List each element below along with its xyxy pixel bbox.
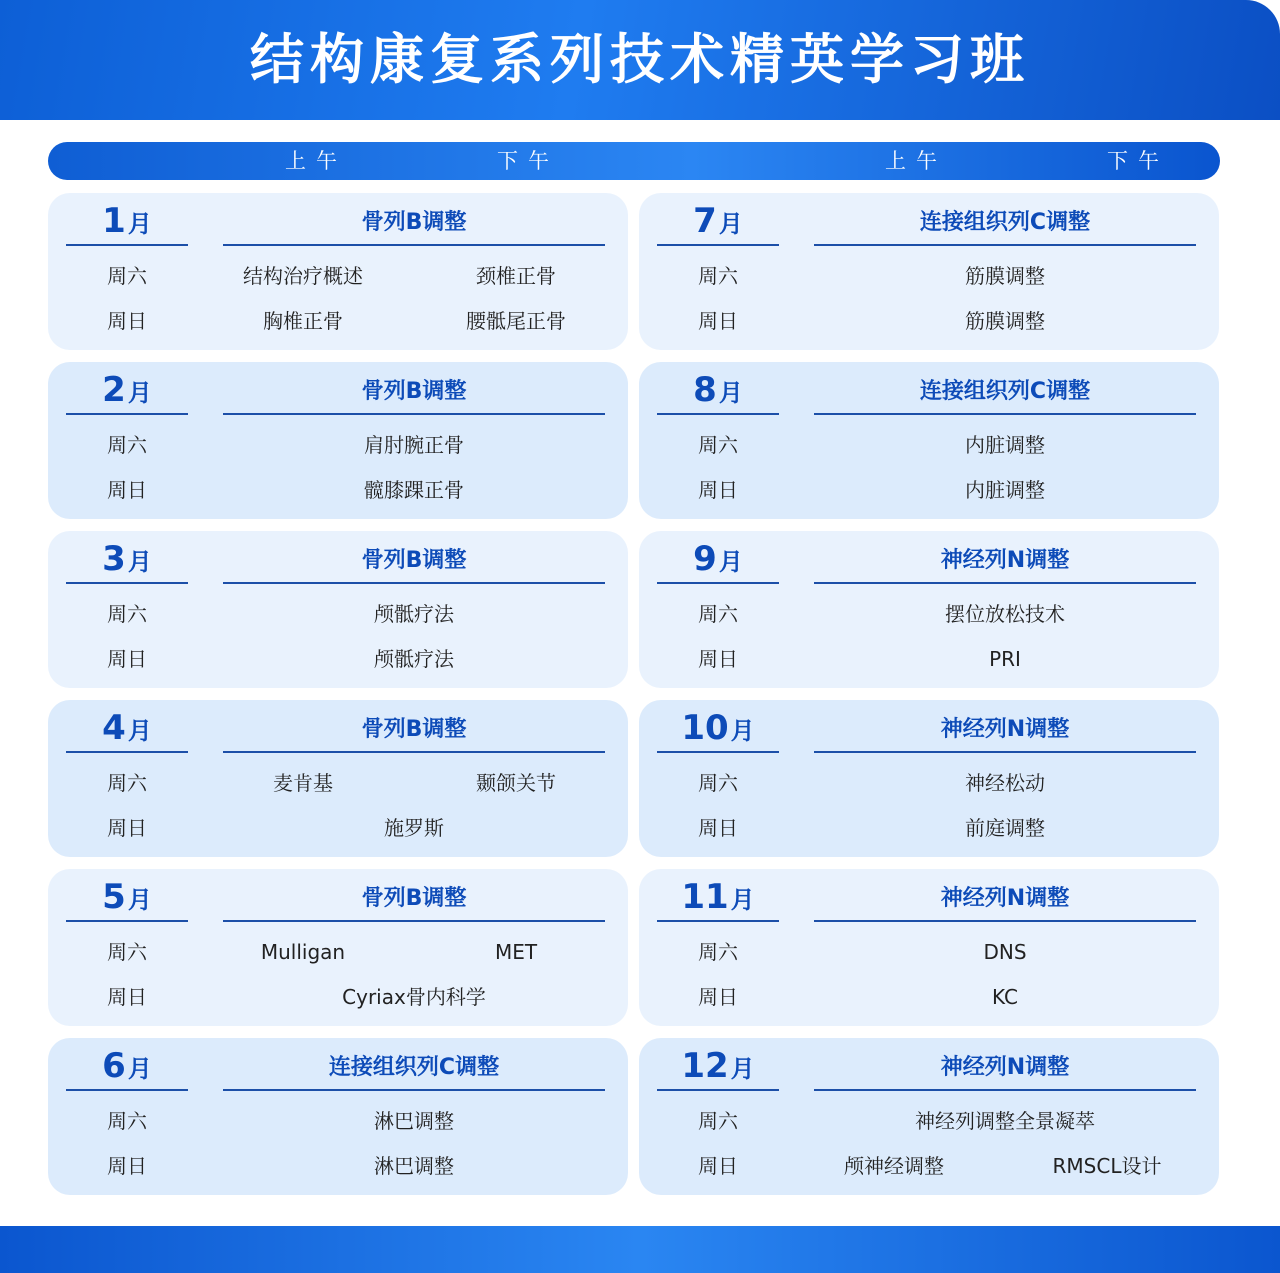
- month-underline: [657, 244, 779, 246]
- saturday-label: 周六: [698, 602, 738, 626]
- month-unit: 月: [127, 210, 152, 238]
- month-number: 10: [681, 708, 729, 748]
- sun-session: Cyriax骨内科学: [342, 985, 486, 1009]
- sun-session: 前庭调整: [965, 816, 1045, 840]
- course-title: 神经列N调整: [940, 886, 1070, 911]
- month-unit: 月: [718, 379, 743, 407]
- month-underline: [657, 751, 779, 753]
- right-pm-label: 下午: [1107, 149, 1169, 173]
- month-number: 2: [102, 370, 126, 410]
- sunday-label: 周日: [107, 1154, 147, 1178]
- saturday-label: 周六: [107, 264, 147, 288]
- month-unit: 月: [127, 1055, 152, 1083]
- course-underline: [814, 413, 1196, 415]
- sat-session: DNS: [983, 940, 1027, 964]
- sunday-label: 周日: [698, 1154, 738, 1178]
- month-card: [639, 1038, 1219, 1195]
- sat-session: 肩肘腕正骨: [364, 433, 464, 457]
- month-underline: [657, 1089, 779, 1091]
- course-underline: [814, 244, 1196, 246]
- page-title: 结构康复系列技术精英学习班: [250, 28, 1030, 91]
- course-title: 神经列N调整: [940, 1055, 1070, 1080]
- course-underline: [223, 582, 605, 584]
- sat-am-session: 麦肯基: [273, 771, 333, 795]
- course-underline: [223, 1089, 605, 1091]
- saturday-label: 周六: [698, 433, 738, 457]
- course-underline: [814, 751, 1196, 753]
- sat-pm-session: 颞颌关节: [476, 771, 556, 795]
- month-card: [639, 700, 1219, 857]
- sat-session: 内脏调整: [965, 433, 1045, 457]
- course-title: 骨列B调整: [361, 717, 467, 742]
- month-unit: 月: [718, 548, 743, 576]
- month-unit: 月: [730, 717, 755, 745]
- month-card: [639, 531, 1219, 688]
- sat-session: 淋巴调整: [374, 1109, 454, 1133]
- month-number: 8: [693, 370, 717, 410]
- course-title: 骨列B调整: [361, 886, 467, 911]
- course-underline: [223, 244, 605, 246]
- sat-am-session: 结构治疗概述: [243, 264, 363, 288]
- course-underline: [814, 1089, 1196, 1091]
- sat-session: 神经列调整全景凝萃: [915, 1109, 1095, 1133]
- month-unit: 月: [730, 1055, 755, 1083]
- month-label: [657, 199, 779, 249]
- sat-session: 神经松动: [965, 771, 1045, 795]
- saturday-label: 周六: [107, 433, 147, 457]
- month-label: [66, 199, 188, 249]
- month-number: 7: [693, 201, 717, 241]
- month-card: [639, 362, 1219, 519]
- course-title: 骨列B调整: [361, 379, 467, 404]
- month-card: [48, 869, 628, 1026]
- course-underline: [223, 920, 605, 922]
- month-label: [66, 875, 188, 925]
- month-underline: [657, 582, 779, 584]
- saturday-label: 周六: [698, 1109, 738, 1133]
- month-number: 4: [102, 708, 126, 748]
- course-underline: [814, 582, 1196, 584]
- sunday-label: 周日: [698, 816, 738, 840]
- month-unit: 月: [127, 886, 152, 914]
- course-underline: [223, 413, 605, 415]
- right-am-label: 上午: [885, 149, 947, 173]
- sun-pm-session: 腰骶尾正骨: [466, 309, 566, 333]
- month-unit: 月: [127, 717, 152, 745]
- sunday-label: 周日: [698, 647, 738, 671]
- sat-session: 摆位放松技术: [945, 602, 1065, 626]
- saturday-label: 周六: [698, 771, 738, 795]
- month-label: [66, 706, 188, 756]
- month-card: [48, 700, 628, 857]
- sun-session: 髋膝踝正骨: [364, 478, 464, 502]
- sun-session: 颅骶疗法: [374, 647, 454, 671]
- sat-am-session: Mulligan: [260, 940, 346, 964]
- course-title: 神经列N调整: [940, 548, 1070, 573]
- course-title: 骨列B调整: [361, 210, 467, 235]
- month-number: 6: [102, 1046, 126, 1086]
- month-label: [657, 875, 779, 925]
- left-am-label: 上午: [285, 149, 347, 173]
- sun-session: 施罗斯: [384, 816, 444, 840]
- header-banner: [0, 0, 1280, 120]
- month-card: [639, 193, 1219, 350]
- sun-am-session: 颅神经调整: [844, 1154, 944, 1178]
- month-label: [657, 706, 779, 756]
- month-unit: 月: [127, 379, 152, 407]
- sat-pm-session: 颈椎正骨: [476, 264, 556, 288]
- course-title: 连接组织列C调整: [919, 210, 1091, 235]
- sun-session: 筋膜调整: [965, 309, 1045, 333]
- month-number: 11: [681, 877, 729, 917]
- sunday-label: 周日: [107, 985, 147, 1009]
- sunday-label: 周日: [698, 478, 738, 502]
- am-pm-bar: [48, 142, 1220, 180]
- month-unit: 月: [718, 210, 743, 238]
- sun-pm-session: RMSCL设计: [1052, 1154, 1162, 1178]
- month-unit: 月: [127, 548, 152, 576]
- sat-pm-session: MET: [494, 940, 538, 964]
- month-card: [639, 869, 1219, 1026]
- course-title: 连接组织列C调整: [328, 1055, 500, 1080]
- month-label: [657, 537, 779, 587]
- month-unit: 月: [730, 886, 755, 914]
- sunday-label: 周日: [107, 478, 147, 502]
- sunday-label: 周日: [698, 309, 738, 333]
- course-title: 连接组织列C调整: [919, 379, 1091, 404]
- sat-session: 颅骶疗法: [374, 602, 454, 626]
- left-pm-label: 下午: [497, 149, 559, 173]
- month-label: [66, 368, 188, 418]
- course-underline: [814, 920, 1196, 922]
- sun-session: 内脏调整: [965, 478, 1045, 502]
- course-title: 神经列N调整: [940, 717, 1070, 742]
- month-card: [48, 362, 628, 519]
- month-underline: [66, 413, 188, 415]
- sun-session: PRI: [989, 647, 1021, 671]
- sun-am-session: 胸椎正骨: [263, 309, 343, 333]
- sat-session: 筋膜调整: [965, 264, 1045, 288]
- month-card: [48, 531, 628, 688]
- saturday-label: 周六: [107, 771, 147, 795]
- sun-session: KC: [992, 985, 1018, 1009]
- month-card: [48, 1038, 628, 1195]
- saturday-label: 周六: [107, 940, 147, 964]
- month-label: [657, 1044, 779, 1094]
- month-label: [657, 368, 779, 418]
- month-number: 5: [102, 877, 126, 917]
- month-label: [66, 1044, 188, 1094]
- sunday-label: 周日: [698, 985, 738, 1009]
- month-label: [66, 537, 188, 587]
- month-underline: [66, 1089, 188, 1091]
- saturday-label: 周六: [107, 602, 147, 626]
- month-number: 3: [102, 539, 126, 579]
- month-underline: [657, 413, 779, 415]
- saturday-label: 周六: [107, 1109, 147, 1133]
- sunday-label: 周日: [107, 309, 147, 333]
- month-underline: [657, 920, 779, 922]
- month-underline: [66, 582, 188, 584]
- month-underline: [66, 920, 188, 922]
- month-number: 1: [102, 201, 126, 241]
- month-underline: [66, 751, 188, 753]
- saturday-label: 周六: [698, 264, 738, 288]
- course-underline: [223, 751, 605, 753]
- month-number: 9: [693, 539, 717, 579]
- sun-session: 淋巴调整: [374, 1154, 454, 1178]
- sunday-label: 周日: [107, 816, 147, 840]
- month-number: 12: [681, 1046, 729, 1086]
- footer-bar: [0, 1226, 1280, 1273]
- month-card: [48, 193, 628, 350]
- sunday-label: 周日: [107, 647, 147, 671]
- month-underline: [66, 244, 188, 246]
- saturday-label: 周六: [698, 940, 738, 964]
- course-title: 骨列B调整: [361, 548, 467, 573]
